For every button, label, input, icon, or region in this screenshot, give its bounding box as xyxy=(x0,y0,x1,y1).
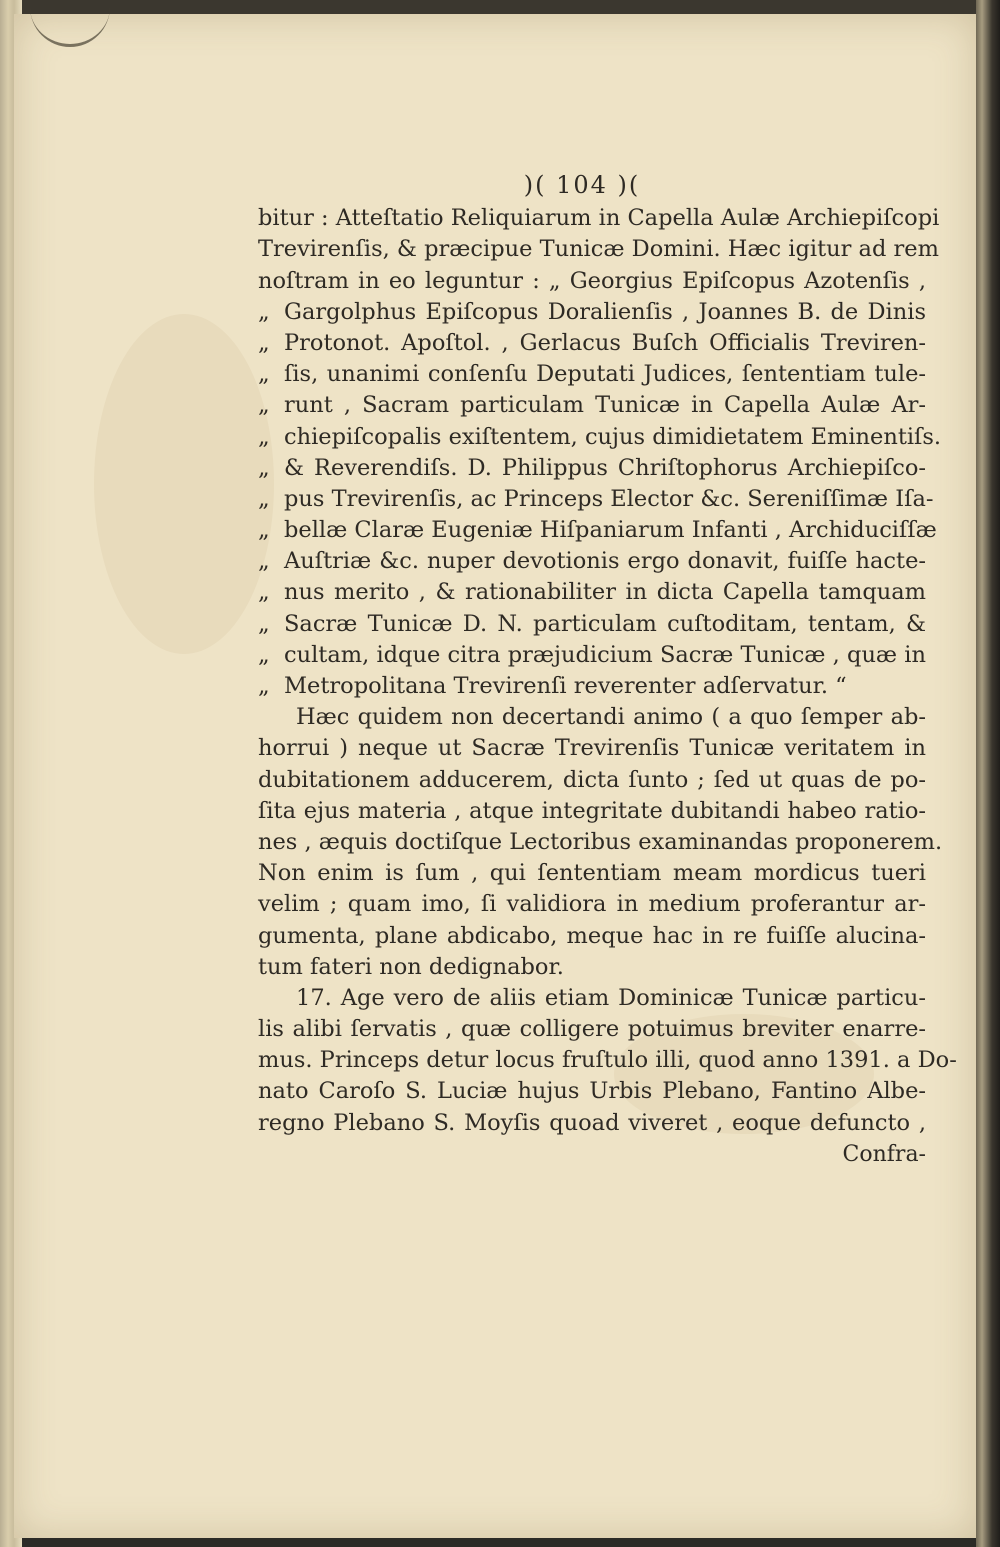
line-text: cultam, idque citra præjudicium Sacræ Tunicæ , quæ in xyxy=(284,641,926,668)
quote-mark: „ xyxy=(258,517,270,544)
quote-mark: „ xyxy=(258,485,270,512)
right-page-edge xyxy=(976,0,1000,1547)
line-text: bitur : Atteſtatio Reliquiarum in Capella Aulæ Archiepiſcopi xyxy=(258,205,940,232)
running-head: )( 104 )( xyxy=(523,171,641,199)
text-line xyxy=(258,889,926,920)
line-text: bellæ Claræ Eugeniæ Hiſpaniarum Infanti , Archiduciſſæ xyxy=(284,517,937,544)
text-line xyxy=(258,484,934,515)
quote-mark: „ xyxy=(258,423,270,450)
line-text: gumenta, plane abdicabo, meque hac in re fuiſſe alucina- xyxy=(258,922,926,949)
text-line xyxy=(258,266,926,297)
line-text: regno Plebano S. Moyſis quoad viveret , eoque defuncto , xyxy=(258,1109,926,1136)
line-text: velim ; quam imo, ſi validiora in medium proferantur ar- xyxy=(258,891,926,918)
text-line xyxy=(258,609,926,640)
line-text: noſtram in eo leguntur : „ Georgius Epiſcopus Azotenſis , xyxy=(258,267,926,294)
text-line xyxy=(258,203,940,234)
quote-mark: „ xyxy=(258,548,270,575)
quote-mark: „ xyxy=(258,454,270,481)
text-line xyxy=(258,702,926,733)
line-text: lis alibi ſervatis , quæ colligere potuimus breviter enarre- xyxy=(258,1016,926,1043)
line-text: chiepiſcopalis exiſtentem, cujus dimidietatem Eminentiſs. xyxy=(284,423,942,450)
text-line xyxy=(258,983,926,1014)
text-line xyxy=(258,765,926,796)
text-line xyxy=(258,671,926,702)
line-text: ſis, unanimi conſenſu Deputati Judices, ſententiam tule- xyxy=(284,361,926,388)
text-line xyxy=(258,328,926,359)
text-line xyxy=(258,359,926,390)
line-text: Gargolphus Epiſcopus Doralienſis , Joannes B. de Dinis xyxy=(284,298,926,325)
line-text: runt , Sacram particulam Tunicæ in Capella Aulæ Ar- xyxy=(284,392,926,419)
quote-mark: „ xyxy=(258,673,270,700)
line-text: Protonot. Apoſtol. , Gerlacus Buſch Officialis Treviren- xyxy=(284,329,926,356)
text-line xyxy=(258,297,926,328)
line-text: & Reverendiſs. D. Philippus Chriſtophorus Archiepiſco- xyxy=(284,454,926,481)
quote-mark: „ xyxy=(258,392,270,419)
text-line xyxy=(258,1108,926,1139)
line-text: nato Caroſo S. Luciæ hujus Urbis Plebano, Fantino Albe- xyxy=(258,1078,926,1105)
text-line xyxy=(258,577,926,608)
line-text: Metropolitana Trevirenſi reverenter adſervatur. “ xyxy=(284,673,847,700)
text-line xyxy=(258,1045,957,1076)
catchword: Confra- xyxy=(842,1141,926,1167)
quote-mark: „ xyxy=(258,329,270,356)
line-text: horrui ) neque ut Sacræ Trevirenſis Tunicæ veritatem in xyxy=(258,735,926,762)
text-line xyxy=(258,546,926,577)
line-text: Trevirenſis, & præcipue Tunicæ Domini. Hæc igitur ad rem xyxy=(258,236,939,263)
text-line xyxy=(258,858,926,889)
top-edge xyxy=(0,0,1000,14)
line-text: mus. Princeps detur locus fruſtulo illi, quod anno 1391. a Do- xyxy=(258,1047,957,1074)
text-line xyxy=(258,1076,926,1107)
line-text: Auſtriæ &c. nuper devotionis ergo donavit, fuiſſe hacte- xyxy=(284,548,926,575)
line-text: nes , æquis doctiſque Lectoribus examinandas proponerem. xyxy=(258,828,943,855)
text-line xyxy=(258,921,926,952)
text-line xyxy=(258,1014,926,1045)
paper-stain xyxy=(94,314,274,654)
text-lines xyxy=(258,203,957,1139)
quote-mark: „ xyxy=(258,641,270,668)
text-line xyxy=(258,422,942,453)
line-text: dubitationem adducerem, dicta ſunto ; ſed ut quas de po- xyxy=(258,766,926,793)
line-text: ſita ejus materia , atque integritate dubitandi habeo ratio- xyxy=(258,797,926,824)
line-text: 17. Age vero de aliis etiam Dominicæ Tunicæ particu- xyxy=(296,984,926,1011)
text-line xyxy=(258,640,926,671)
text-line xyxy=(258,796,926,827)
text-line xyxy=(258,733,926,764)
quote-mark: „ xyxy=(258,579,270,606)
text-line xyxy=(258,453,926,484)
line-text: pus Trevirenſis, ac Princeps Elector &c. Sereniſſimæ Iſa- xyxy=(284,485,934,512)
quote-mark: „ xyxy=(258,298,270,325)
text-line xyxy=(258,952,926,983)
line-text: nus merito , & rationabiliter in dicta Capella tamquam xyxy=(284,579,926,606)
text-line xyxy=(258,827,943,858)
line-text: tum fateri non dedignabor. xyxy=(258,953,564,980)
quote-mark: „ xyxy=(258,610,270,637)
line-text: Hæc quidem non decertandi animo ( a quo ſemper ab- xyxy=(296,704,926,731)
page-text xyxy=(258,170,957,1170)
line-text: Sacræ Tunicæ D. N. particulam cuſtoditam, tentam, & xyxy=(284,610,926,637)
text-line xyxy=(258,234,939,265)
quote-mark: „ xyxy=(258,361,270,388)
text-line xyxy=(258,515,937,546)
line-text: Non enim is ſum , qui ſententiam meam mordicus tueri xyxy=(258,860,926,887)
text-line xyxy=(258,390,926,421)
